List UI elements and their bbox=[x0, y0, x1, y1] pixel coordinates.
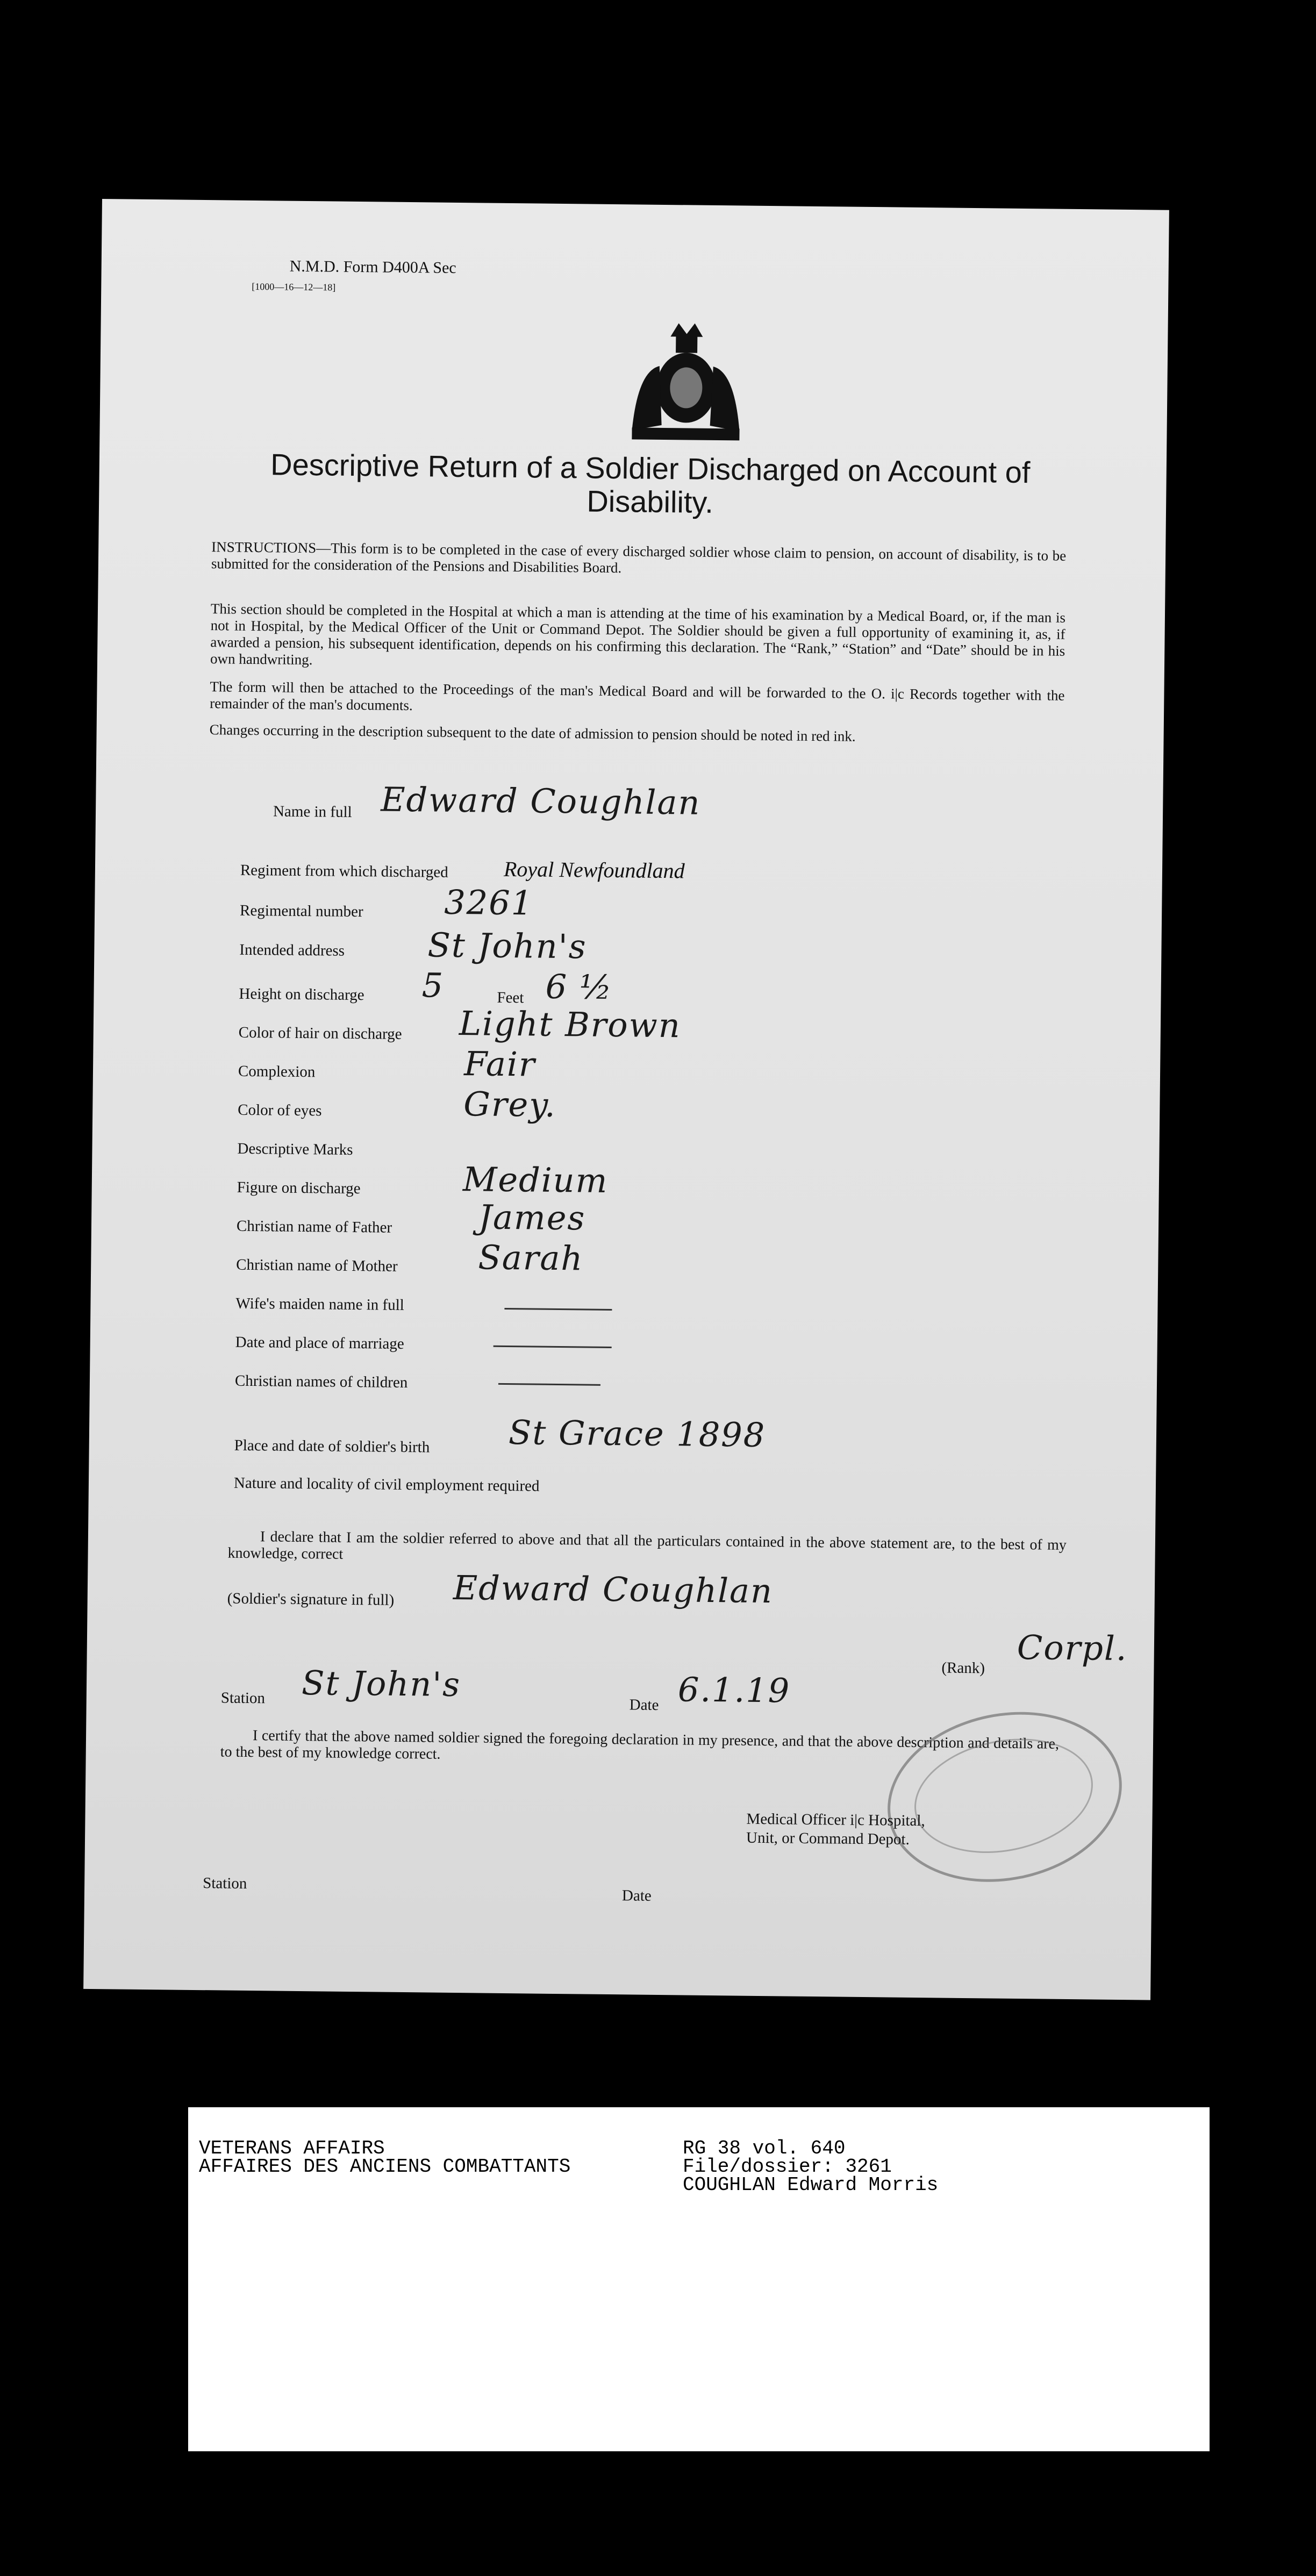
regiment-label: Regiment from which discharged bbox=[240, 861, 448, 881]
signature-value: Edward Coughlan bbox=[453, 1568, 774, 1611]
forwarding-paragraph: The form will then be attached to the Proceedings of the man's Medical Board and will be forwarded to the O. i|c Records together with the remainder of the man's documents. bbox=[210, 678, 1065, 714]
hair-value: Light Brown bbox=[459, 1004, 682, 1046]
address-value: St John's bbox=[427, 925, 587, 967]
changes-paragraph: Changes occurring in the description subsequent to the date of admission to pension should be noted in red ink. bbox=[209, 721, 856, 745]
royal-crest-icon bbox=[616, 323, 756, 448]
date-label: Date bbox=[629, 1696, 659, 1714]
card-file: File/dossier: 3261 bbox=[683, 2156, 892, 2178]
figure-label: Figure on discharge bbox=[237, 1178, 361, 1198]
marks-label: Descriptive Marks bbox=[237, 1140, 353, 1158]
date-label-2: Date bbox=[621, 1887, 652, 1905]
civil-employment-label: Nature and locality of civil employment required bbox=[233, 1474, 540, 1495]
father-value: James bbox=[478, 1197, 586, 1238]
instructions-paragraph: INSTRUCTIONS—This form is to be completed in the case of every discharged soldier whose claim to pension, on account of disability, is to be submitted for the consideration of the Pensions and Disabilities Board. bbox=[211, 539, 1067, 576]
form-number: N.M.D. Form D400A Sec bbox=[289, 257, 456, 277]
eyes-value: Grey. bbox=[463, 1084, 557, 1125]
card-dept-fr: AFFAIRES DES ANCIENS COMBATTANTS bbox=[199, 2156, 571, 2178]
regimental-number-label: Regimental number bbox=[239, 901, 363, 921]
date-value: 6.1.19 bbox=[677, 1670, 791, 1711]
wife-label: Wife's maiden name in full bbox=[235, 1294, 404, 1314]
height-label: Height on discharge bbox=[239, 985, 364, 1004]
declaration-text: I declare that I am the soldier referred to above and that all the particulars contained in the above statement are, to the best of my knowledge, correct bbox=[227, 1528, 1067, 1563]
figure-value: Medium bbox=[462, 1160, 609, 1200]
mother-label: Christian name of Mother bbox=[236, 1256, 398, 1275]
form-sheet bbox=[83, 199, 1169, 2000]
regimental-number-value: 3261 bbox=[444, 882, 534, 923]
eyes-label: Color of eyes bbox=[238, 1101, 322, 1120]
father-label: Christian name of Father bbox=[236, 1217, 392, 1236]
name-label: Name in full bbox=[273, 803, 352, 821]
marriage-label: Date and place of marriage bbox=[235, 1333, 404, 1353]
complexion-label: Complexion bbox=[238, 1062, 316, 1081]
birth-label: Place and date of soldier's birth bbox=[234, 1436, 430, 1456]
card-name: COUGHLAN Edward Morris bbox=[683, 2174, 939, 2196]
mother-value: Sarah bbox=[478, 1237, 584, 1278]
rank-label: (Rank) bbox=[941, 1659, 985, 1677]
children-label: Christian names of children bbox=[234, 1372, 408, 1392]
birth-value: St Grace 1898 bbox=[508, 1413, 766, 1455]
station-value: St John's bbox=[301, 1663, 461, 1705]
signature-label: (Soldier's signature in full) bbox=[227, 1590, 395, 1609]
form-code: [1000—16—12—18] bbox=[252, 281, 336, 293]
card-dept-en: VETERANS AFFAIRS bbox=[199, 2137, 385, 2159]
height-feet-value: 5 bbox=[421, 965, 445, 1005]
wife-blank-line bbox=[504, 1308, 612, 1311]
archive-reference-card bbox=[188, 2107, 1210, 2451]
station-label-2: Station bbox=[203, 1874, 247, 1892]
hair-label: Color of hair on discharge bbox=[238, 1024, 402, 1043]
address-label: Intended address bbox=[239, 941, 345, 960]
name-value: Edward Coughlan bbox=[380, 779, 701, 822]
marriage-blank-line bbox=[494, 1346, 612, 1348]
page-title: Descriptive Return of a Soldier Discharged on Account of Disability. bbox=[270, 447, 1031, 519]
unit-depot-label: Unit, or Command Depot. bbox=[746, 1829, 910, 1848]
height-inches-value: 6 ½ bbox=[545, 967, 613, 1007]
station-label: Station bbox=[220, 1689, 266, 1707]
section-paragraph: This section should be completed in the Hospital at which a man is attending at the time of his examination by a Medical Board, or, if the man is not in Hospital, by the Medical Officer of the Unit or Command Depot. The Soldier should be given a full opportunity of examining it, as, if awarded a pension, his subsequent identification, depends on his confirming this declaration. The “Rank,” “Station” and “Date” should be in his own handwriting. bbox=[210, 600, 1066, 668]
feet-label: Feet bbox=[497, 989, 524, 1007]
complexion-value: Fair bbox=[463, 1044, 536, 1084]
children-blank-line bbox=[498, 1383, 600, 1386]
card-volume: RG 38 vol. 640 bbox=[683, 2137, 846, 2159]
regiment-value: Royal Newfoundland bbox=[503, 856, 685, 883]
medical-officer-label: Medical Officer i|c Hospital, bbox=[746, 1810, 925, 1830]
certificate-text: I certify that the above named soldier signed the foregoing declaration in my presence, and that the above description and details are, to the best of my knowledge correct. bbox=[220, 1727, 1060, 1763]
rank-value: Corpl. bbox=[1017, 1627, 1128, 1669]
